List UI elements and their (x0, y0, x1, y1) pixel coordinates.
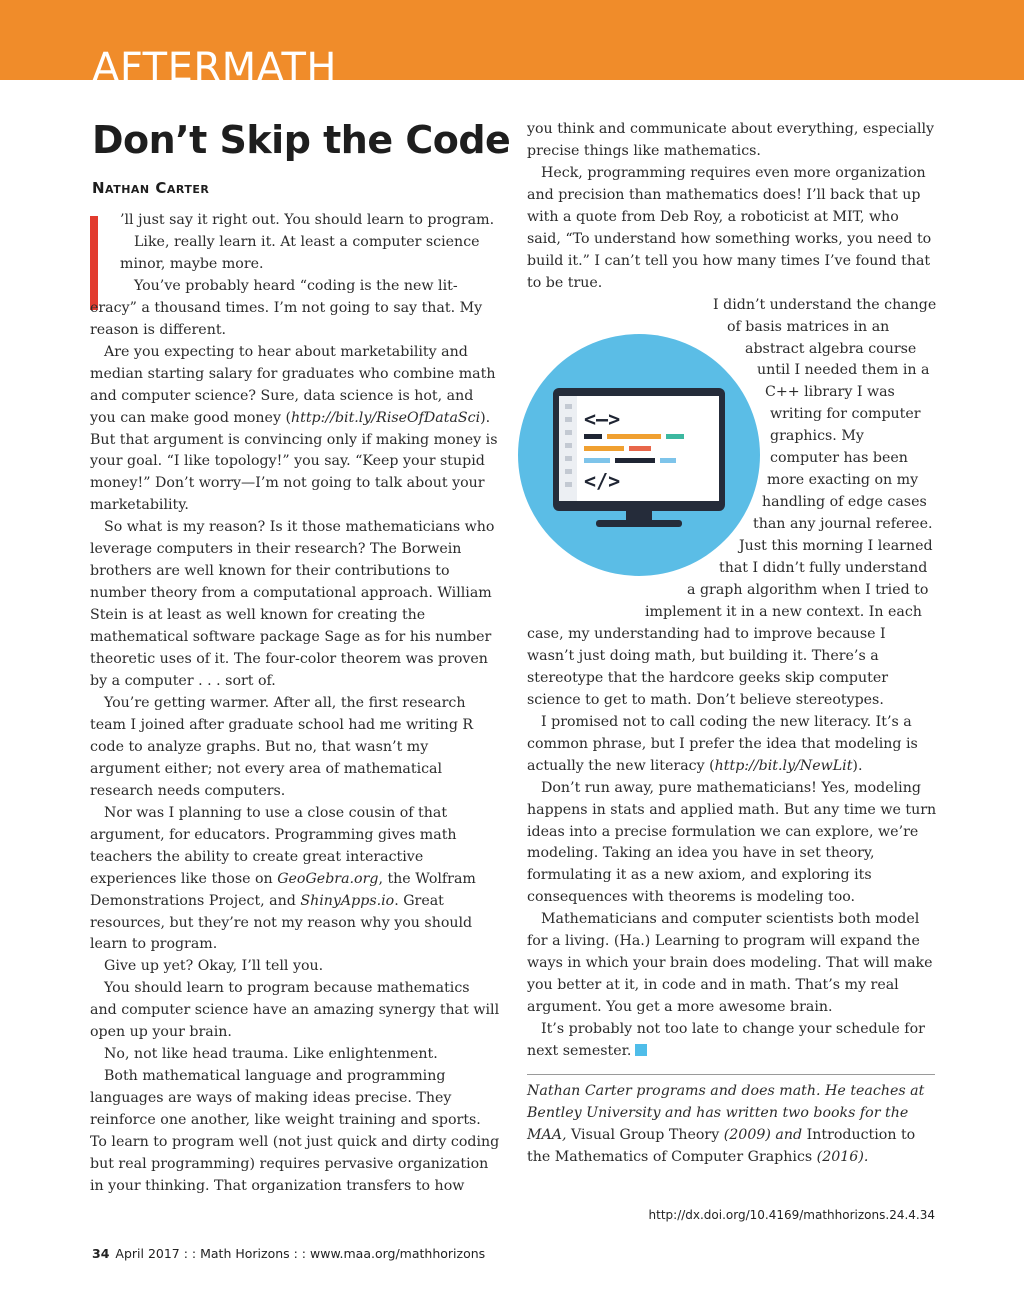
paragraph: you think and communicate about everything, especially precise things like mathematics. (527, 121, 935, 159)
left-column (90, 210, 500, 1198)
wrap-spacer (527, 338, 727, 360)
wrap-spacer (527, 558, 719, 580)
doi-link[interactable]: http://dx.doi.org/10.4169/mathhorizons.24.4.34 (648, 1208, 935, 1222)
wrap-spacer (527, 426, 770, 448)
paragraph: I promised not to call coding the new literacy. It’s a common phrase, but I prefer the idea that modeling is actually the new literacy (http://bit.ly/NewLit). (527, 713, 918, 774)
paragraph: So what is my reason? Is it those mathematicians who leverage computers in their research? The Borwein brothers are well known for their contributions to number theory from a computational approach. William Stein is at least as well known for creating the mathematical software package Sage as for his number theoretic uses of it. The four-color theorem was proven by a computer . . . sort of. (90, 519, 495, 690)
wrap-spacer (527, 448, 770, 470)
bio-divider (527, 1074, 935, 1075)
page-number: 34 (92, 1246, 110, 1261)
page-footer (92, 1246, 485, 1261)
paragraph: You’ve probably heard “coding is the new lit- (134, 277, 458, 294)
section-title: AFTERMATH (92, 45, 337, 80)
link-new-lit[interactable]: http://bit.ly/NewLit (714, 757, 853, 774)
dropcap-indent-block (90, 210, 500, 298)
link-rise-of-data-sci[interactable]: http://bit.ly/RiseOfDataSci (291, 409, 481, 426)
wrap-spacer (527, 536, 739, 558)
author-bio: Nathan Carter programs and does math. He teaches at Bentley University and has written two books for the MAA, Visual Group Theory (2009) and Introduction to the Mathematics of Computer Graphics (2016). (527, 1083, 925, 1165)
paragraph: I didn’t understand the change of basis matrices in an abstract algebra course until I needed them in a C++ library I was writing for computer graphics. My computer has been more exacting on my handling of edge cases than any journal referee. Just this morning I learned that I didn’t fully understand a graph algorithm when I tried to implement it in a new context. In each case, my understanding had to improve because I wasn’t just doing math, but building it. There’s a stereotype that the hardcore geeks skip computer science to get to math. Don’t believe stereotypes. (527, 296, 937, 708)
code-close-tag: </> (584, 469, 621, 493)
wrap-spacer (527, 404, 765, 426)
footer-text: April 2017 : : Math Horizons : : www.maa.org/mathhorizons (115, 1246, 486, 1261)
paragraph: ’ll just say it right out. You should learn to program. (120, 212, 495, 228)
paragraph: Don’t run away, pure mathematicians! Yes, modeling happens in stats and applied math. But any time we turn ideas into a precise formulation we can explore, we’re modeling. Taking an idea you have in set theory, formulating it as a new axiom, and exploring its consequences with theorems is modeling too. (527, 779, 937, 906)
section-banner (0, 0, 1024, 80)
end-of-article-mark (635, 1044, 647, 1056)
paragraph: It’s probably not too late to change your schedule for next semester. (527, 1021, 925, 1060)
code-open-tag: <—> (584, 407, 621, 431)
wrap-spacer (527, 317, 699, 339)
link-geogebra[interactable]: GeoGebra.org (277, 870, 379, 887)
paragraph: Give up yet? Okay, I’ll tell you. (104, 958, 324, 975)
book-title: Visual Group Theory (571, 1127, 720, 1143)
wrap-spacer (527, 602, 645, 624)
paragraph: Both mathematical language and programming languages are ways of making ideas precise. They reinforce one another, like weight training and sports. To learn to program well (not just quick and dirty coding but real programming) requires pervasive organization in your thinking. That organization transfers to how (90, 1068, 500, 1194)
article-author: Nathan Carter (92, 179, 210, 197)
paragraph: You should learn to program because mathematics and computer science have an amazing synergy that will open up your brain. (90, 980, 500, 1041)
paragraph: Mathematicians and computer scientists both model for a living. (Ha.) Learning to program will expand the ways in which your brain does modeling. That will make you better at it, in code and in math. That’s my real argument. You get a more awesome brain. (527, 911, 933, 1016)
paragraph: Like, really learn it. At least a computer science minor, maybe more. (120, 233, 480, 272)
paragraph: Are you expecting to hear about marketability and median starting salary for graduates who combine math and computer science? Sure, data science is hot, and you can make good money (http://bit.ly/RiseOfDataSci). But that argument is convincing only if making money is your goal. “I like topology!” you say. “Keep your stupid money!” Don’t worry—I’m not going to talk about your marketability. (90, 343, 498, 514)
wrap-spacer (527, 580, 687, 602)
paragraph: Heck, programming requires even more organization and precision than mathematics does! I’ll back that up with a quote from Deb Roy, a roboticist at MIT, who said, “To understand how something works, you need to build it.” I can’t tell you how many times I’ve found that to be true. (527, 164, 932, 291)
paragraph: You’re getting warmer. After all, the first research team I joined after graduate school had me writing R code to analyze graphs. But no, that wasn’t my argument either; not every area of mathematical research needs computers. (90, 694, 474, 799)
wrap-spacer (527, 514, 753, 536)
wrap-spacer (527, 470, 767, 492)
wrap-spacer (527, 382, 757, 404)
wrap-spacer (527, 360, 745, 382)
article-title: Don’t Skip the Code (92, 118, 511, 162)
right-column (527, 119, 937, 1063)
paragraph: eracy” a thousand times. I’m not going to say that. My reason is different. (90, 299, 483, 338)
paragraph: No, not like head trauma. Like enlightenment. (104, 1046, 438, 1063)
paragraph: Nor was I planning to use a close cousin of that argument, for educators. Programming gives math teachers the ability to create great interactive experiences like those on GeoGebra.org, the Wolfram Demonstrations Project, and ShinyApps.io. Great resources, but they’re not my reason why you should learn to program. (90, 804, 476, 953)
book-title: Introduction to the Mathematics of Computer Graphics (527, 1127, 916, 1165)
wrap-spacer (527, 492, 762, 514)
link-shinyapps[interactable]: ShinyApps.io (300, 892, 395, 909)
